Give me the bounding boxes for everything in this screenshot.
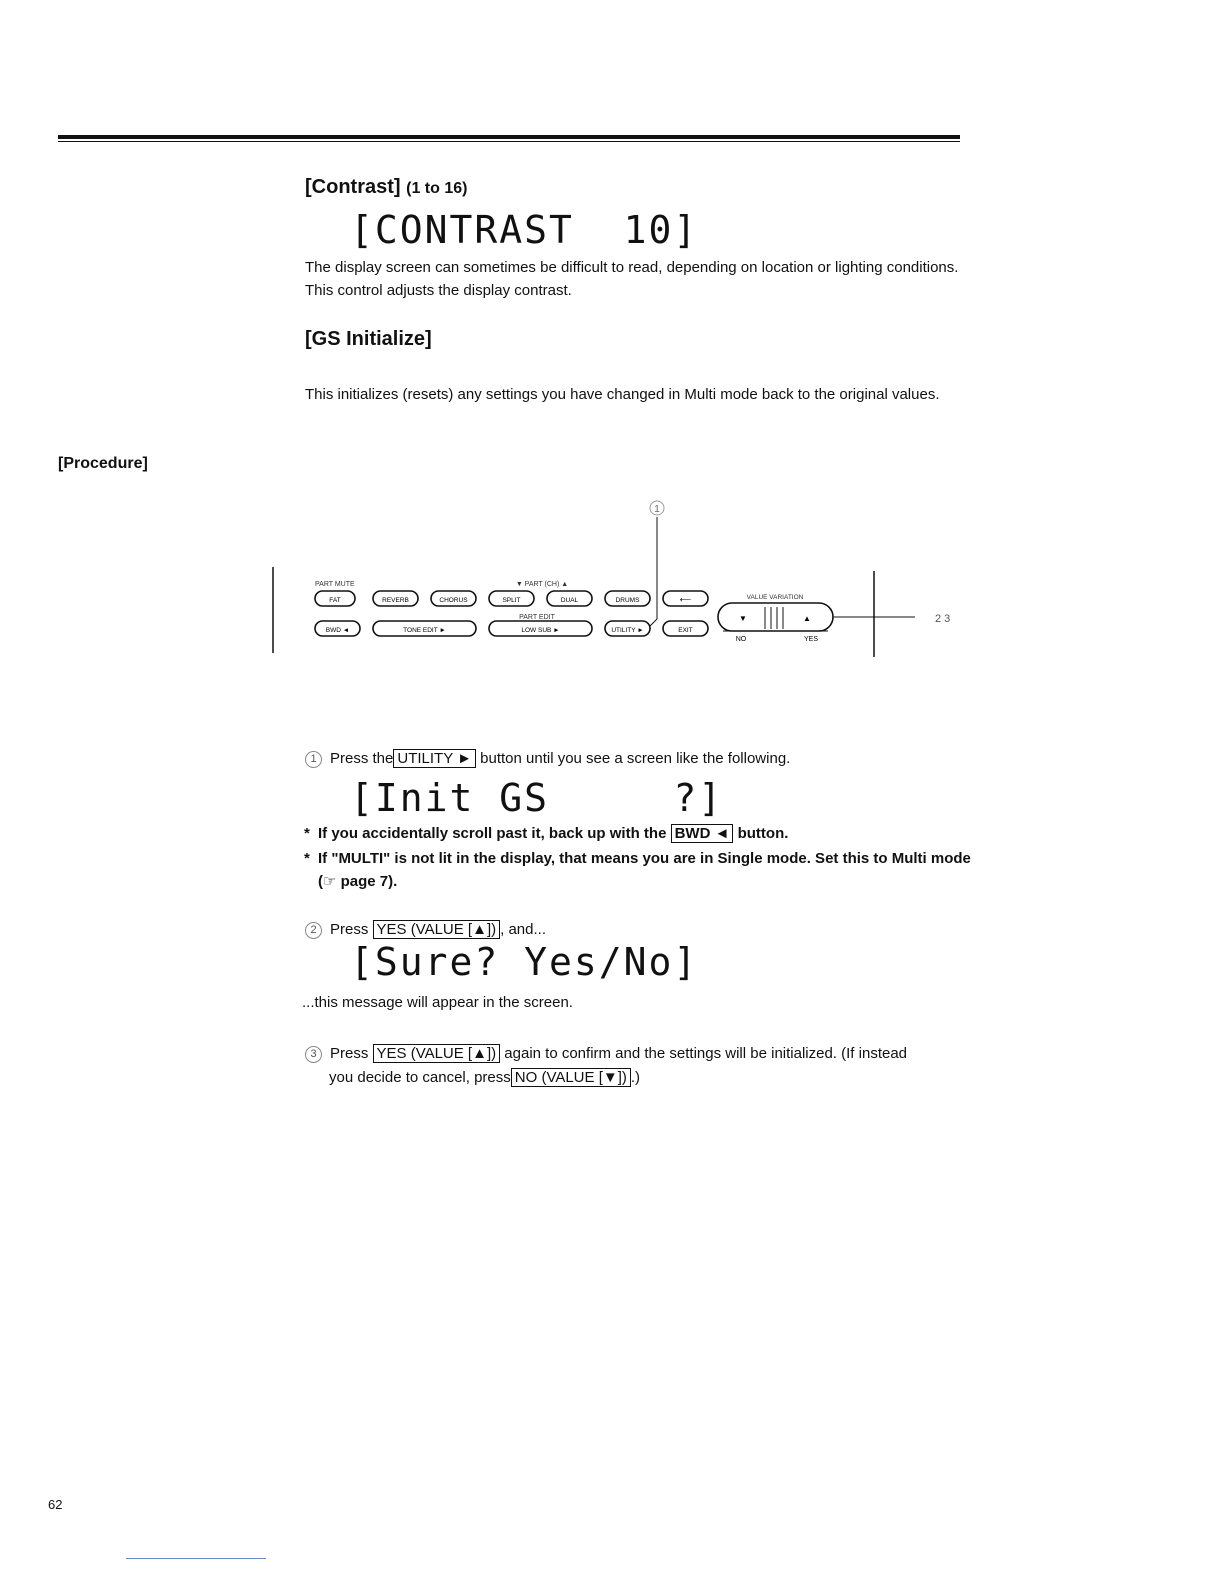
step-2-result: ...this message will appear in the screen.	[302, 994, 573, 1011]
svg-text:BWD ◄: BWD ◄	[325, 627, 350, 634]
svg-text:EXIT: EXIT	[678, 627, 693, 634]
yes-label: YES	[803, 636, 819, 643]
lcd-init-gs: [Init GS ?]	[350, 776, 724, 820]
svg-text:LOW SUB ►: LOW SUB ►	[521, 627, 560, 634]
front-panel-diagram	[265, 495, 965, 665]
part-edit-label: PART EDIT	[519, 614, 555, 621]
header-rule-thick	[58, 135, 960, 139]
callout-2-3: 2 3	[935, 613, 951, 625]
svg-text:DUAL: DUAL	[560, 597, 579, 604]
step-1: 1 Press the UTILITY ► button until you see a screen like the following.	[305, 747, 790, 770]
no-label: NO	[735, 636, 747, 643]
step-3-number: 3	[305, 1046, 322, 1063]
note-scroll-past: * If you accidentally scroll past it, back up with the BWD ◄ button.	[304, 825, 789, 842]
lcd-contrast: [CONTRAST 10]	[350, 208, 699, 252]
step-1-number: 1	[305, 751, 322, 768]
part-mute-label: PART MUTE	[315, 581, 355, 588]
step-2-number: 2	[305, 922, 322, 939]
svg-text:DRUMS: DRUMS	[615, 597, 640, 604]
contrast-description: The display screen can sometimes be difficult to read, depending on location or lighting conditions. This control adjusts the display contrast.	[305, 259, 959, 299]
header-rule-thin	[58, 141, 960, 142]
value-down-arrow: ▼	[739, 614, 747, 623]
svg-text:REVERB: REVERB	[382, 597, 409, 604]
contrast-heading	[305, 176, 467, 199]
panel-top-row	[315, 591, 708, 606]
gs-initialize-description: This initializes (resets) any settings you have changed in Multi mode back to the original values.	[305, 386, 940, 403]
yes-key-label-confirm: YES (VALUE [▲])	[373, 1044, 501, 1063]
svg-text:FAT: FAT	[329, 597, 341, 604]
note-multi-mode: * If "MULTI" is not lit in the display, that means you are in Single mode. Set this to Multi mode (☞ page 7).	[304, 850, 971, 890]
gs-initialize-heading: [GS Initialize]	[305, 328, 432, 350]
bwd-key-label: BWD ◄	[671, 824, 734, 843]
part-ch-label: ▼ PART (CH) ▲	[515, 581, 569, 588]
svg-text:⟵: ⟵	[679, 595, 692, 604]
value-variation-rocker	[718, 603, 833, 643]
yes-key-label: YES (VALUE [▲])	[373, 920, 501, 939]
svg-text:TONE EDIT ►: TONE EDIT ►	[403, 627, 446, 634]
utility-key-label: UTILITY ►	[393, 749, 476, 768]
svg-text:UTILITY ►: UTILITY ►	[611, 627, 644, 634]
no-key-label: NO (VALUE [▼])	[511, 1068, 631, 1087]
value-variation-label: VALUE VARIATION	[746, 594, 804, 601]
contrast-range: (1 to 16)	[406, 180, 468, 197]
footer-rule	[126, 1558, 266, 1559]
contrast-title: [Contrast]	[305, 176, 401, 198]
step-2: 2 Press YES (VALUE [▲]) , and...	[305, 918, 546, 941]
svg-text:SPLIT: SPLIT	[502, 597, 521, 604]
svg-text:CHORUS: CHORUS	[439, 597, 468, 604]
procedure-label: [Procedure]	[58, 455, 148, 472]
step-3: 3 Press YES (VALUE [▲]) again to confirm and the settings will be initialized. (If instead	[305, 1042, 907, 1065]
page-number: 62	[48, 1497, 63, 1512]
callout-1: 1	[654, 504, 660, 515]
lcd-sure-yes-no: [Sure? Yes/No]	[350, 940, 699, 984]
panel-bottom-row	[315, 621, 708, 636]
value-up-arrow: ▲	[803, 614, 811, 623]
step-3-line-2: you decide to cancel, press NO (VALUE [▼]) .)	[329, 1069, 641, 1086]
